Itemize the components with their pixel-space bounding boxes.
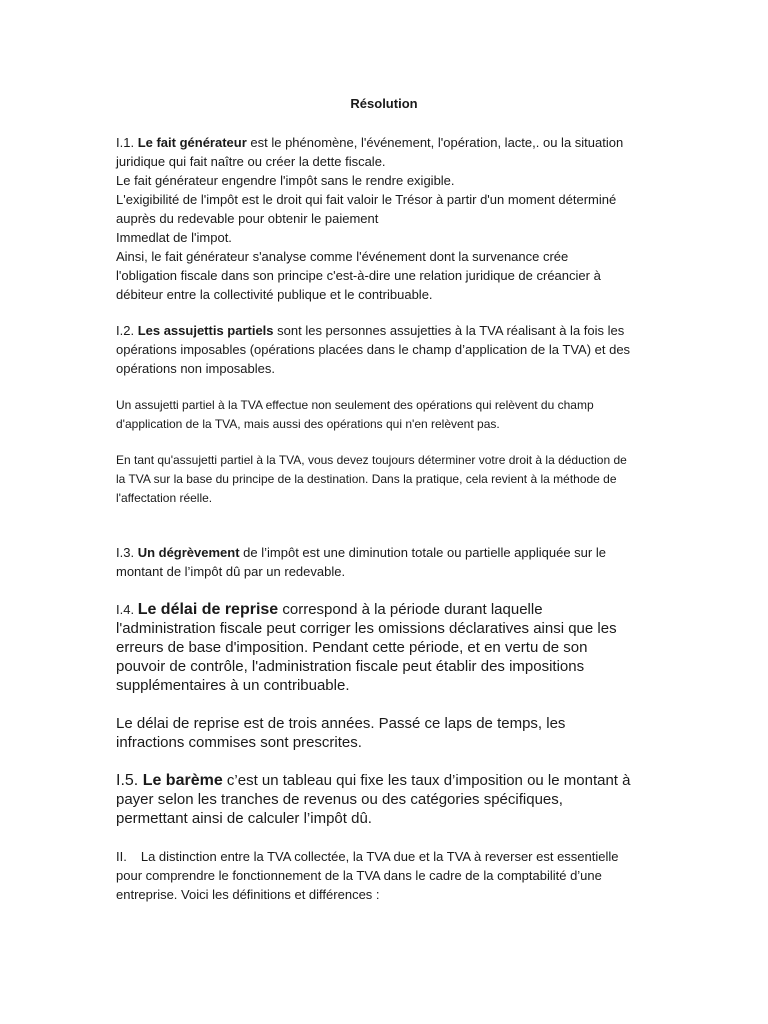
paragraph-line: montant de l’impôt dû par un redevable. [116,564,346,579]
paragraph-line: permettant ainsi de calculer l’impôt dû. [116,810,372,827]
paragraph-line: I.5. Le barème c’est un tableau qui fixe les taux d’imposition ou le montant à [116,772,631,789]
section-term: Les assujettis partiels [137,323,274,338]
paragraph-line: entreprise. Voici les définitions et différences : [116,887,380,902]
section-term: Le barème [142,772,223,789]
section-tva-distinction [116,847,656,904]
paragraph-line: II. La distinction entre la TVA collectée, la TVA due et la TVA à reverser est essentielle [116,849,619,864]
paragraph-line: supplémentaires à un contribuable. [116,677,350,694]
section-fait-generateur [116,133,656,304]
section-term: Un dégrèvement [137,545,240,560]
paragraph-line: l'affectation réelle. [116,491,213,505]
paragraph-line: infractions commises sont prescrites. [116,734,362,751]
paragraph-line: auprès du redevable pour obtenir le paiement [116,211,379,226]
paragraph-line: I.1. Le fait générateur est le phénomène, l'événement, l'opération, lacte,. ou la situation [116,135,624,150]
paragraph-line: L'exigibilité de l'impôt est le droit qui fait valoir le Trésor à partir d'un moment déterminé [116,192,617,207]
section-bareme [116,771,656,828]
paragraph-assujetti-deduction [116,451,656,508]
paragraph-line: juridique qui fait naître ou créer la dette fiscale. [116,154,386,169]
paragraph-line: erreurs de base d'imposition. Pendant cette période, et en vertu de son [116,639,588,656]
paragraph-line: d'application de la TVA, mais aussi des opérations qui n'en relèvent pas. [116,417,500,431]
document-title: Résolution [350,96,418,111]
paragraph-line: I.4. Le délai de reprise correspond à la période durant laquelle [116,601,543,618]
paragraph-line: pour comprendre le fonctionnement de la TVA dans le cadre de la comptabilité d’une [116,868,602,883]
paragraph-delai-duree [116,714,656,752]
section-number: I.3. [116,545,138,560]
section-term: Le délai de reprise [137,601,279,618]
paragraph-line: l'administration fiscale peut corriger les omissions déclaratives ainsi que les [116,620,617,637]
section-number: I.5. [116,772,143,789]
paragraph-line: opérations non imposables. [116,361,275,376]
paragraph-line: l'obligation fiscale dans son principe c'est-à-dire une relation juridique de créancier à [116,268,601,283]
paragraph-line: Un assujetti partiel à la TVA effectue non seulement des opérations qui relèvent du champ [116,398,594,412]
section-assujettis-partiels [116,321,656,378]
section-delai-de-reprise [116,600,656,695]
paragraph-line: Immedlat de l'impot. [116,230,232,245]
paragraph-line: payer selon les tranches de revenus ou des catégories spécifiques, [116,791,563,808]
paragraph-line: Le fait générateur engendre l'impôt sans le rendre exigible. [116,173,455,188]
section-number: I.2. [116,323,138,338]
paragraph-line: la TVA sur la base du principe de la destination. Dans la pratique, cela revient à la méthode de [116,472,617,486]
section-degrevement [116,543,656,581]
paragraph-line: Le délai de reprise est de trois années. Passé ce laps de temps, les [116,715,566,732]
section-number: I.4. [116,602,138,617]
paragraph-line: opérations imposables (opérations placées dans le champ d’application de la TVA) et des [116,342,631,357]
paragraph-line: I.2. Les assujettis partiels sont les personnes assujetties à la TVA réalisant à la fois les [116,323,625,338]
paragraph-assujetti-definition [116,396,656,434]
paragraph-line: I.3. Un dégrèvement de l’impôt est une diminution totale ou partielle appliquée sur le [116,545,606,560]
section-number: I.1. [116,135,138,150]
paragraph-line: pouvoir de contrôle, l'administration fiscale peut établir des impositions [116,658,585,675]
paragraph-line: Ainsi, le fait générateur s'analyse comme l'événement dont la survenance crée [116,249,569,264]
paragraph-line: En tant qu'assujetti partiel à la TVA, vous devez toujours déterminer votre droit à la déduction de [116,453,627,467]
section-number: II. [116,849,127,864]
section-term: Le fait générateur [137,135,247,150]
paragraph-line: débiteur entre la collectivité publique et le contribuable. [116,287,433,302]
